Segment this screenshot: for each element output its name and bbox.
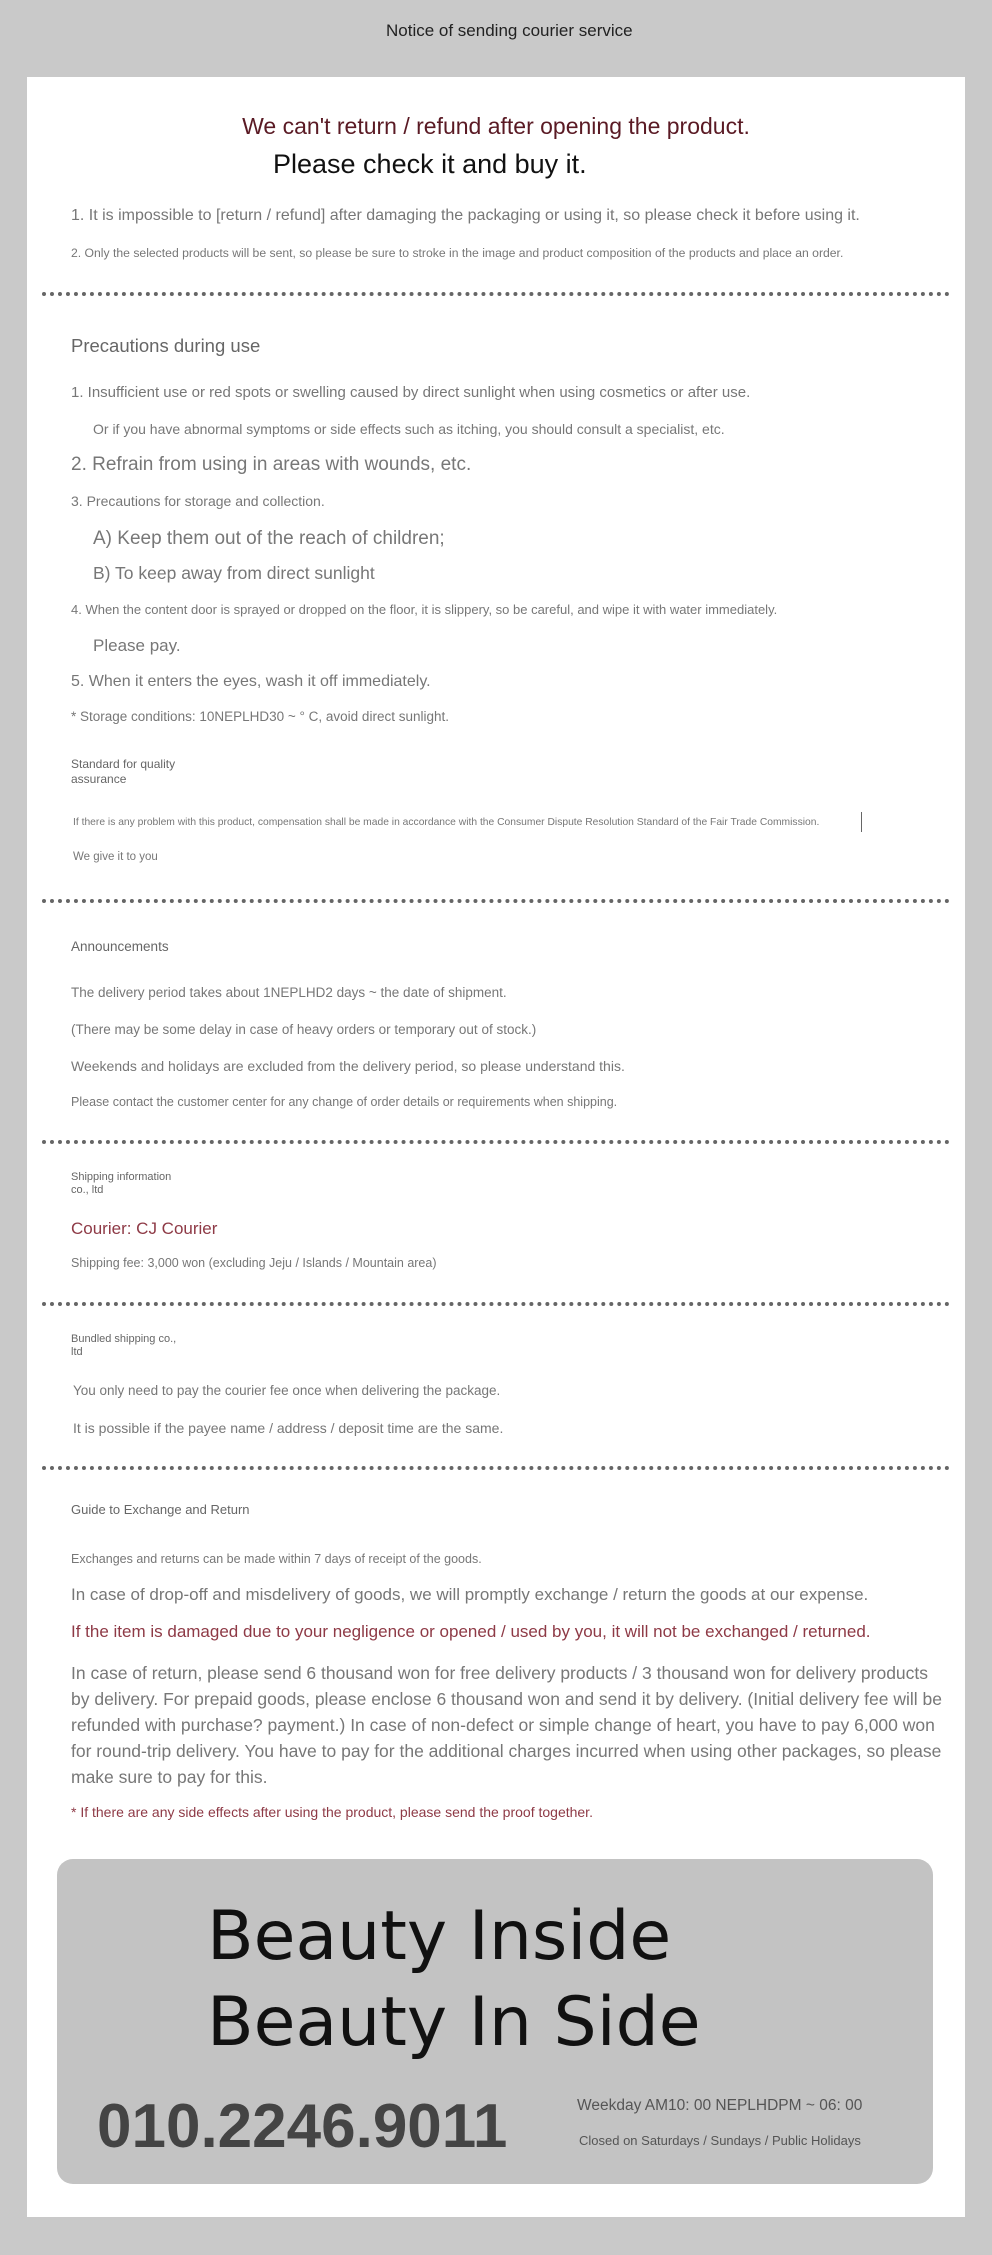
precaution-1: 1. Insufficient use or red spots or swelling caused by direct sunlight when using cosmetics or after use. [71,384,751,401]
text-cursor [861,812,862,832]
precaution-3b: B) To keep away from direct sunlight [93,563,375,583]
exchange-1: Exchanges and returns can be made within 7 days of receipt of the goods. [71,1552,482,1566]
brand-line-1: Beauty Inside [207,1897,672,1976]
precaution-2: 2. Refrain from using in areas with wounds, etc. [71,454,472,475]
intro-item-2: 2. Only the selected products will be sent, so please be sure to stroke in the image and product composition of the products and place an order. [71,246,844,260]
intro-headline: We can't return / refund after opening the product. [242,113,750,139]
exchange-2: In case of drop-off and misdelivery of goods, we will promptly exchange / return the goods at our expense. [71,1585,869,1604]
intro-item-1: 1. It is impossible to [return / refund] after damaging the packaging or using it, so please check it before using it. [71,207,860,224]
intro-subheadline: Please check it and buy it. [273,149,587,179]
precaution-1b: Or if you have abnormal symptoms or side effects such as itching, you should consult a specialist, etc. [93,421,725,437]
bundled-title: Bundled shipping co., ltd [71,1333,177,1358]
closed-days: Closed on Saturdays / Sundays / Public Holidays [579,2133,861,2148]
exchange-5: * If there are any side effects after using the product, please send the proof together. [71,1804,593,1820]
quality-text-2: We give it to you [73,851,158,863]
divider [42,292,950,296]
divider [42,899,950,903]
divider [42,1140,950,1144]
precautions-title: Precautions during use [71,335,261,356]
page-title: Notice of sending courier service [386,21,633,40]
exchange-3: If the item is damaged due to your negligence or opened / used by you, it will not be exchanged / returned. [71,1622,871,1641]
storage-conditions: * Storage conditions: 10NEPLHD30 ~ ° C, avoid direct sunlight. [71,709,449,724]
notice-card [27,77,965,2217]
contact-box [57,1859,933,2184]
precaution-3a: A) Keep them out of the reach of children; [93,528,445,549]
announcement-3: Weekends and holidays are excluded from the delivery period, so please understand this. [71,1058,625,1074]
quality-title: Standard for quality assurance [71,757,176,786]
precaution-4: 4. When the content door is sprayed or dropped on the floor, it is slippery, so be careful, and wipe it with water immediately. [71,602,778,617]
exchange-4: In case of return, please send 6 thousand won for free delivery products / 3 thousand won for delivery products by delivery. For prepaid goods, please enclose 6 thousand won and send it by delivery. (Initial delivery fee will be refunded with purchase? payment.) In case of non-defect or simple change of heart, you have to pay 6,000 won for round-trip delivery. You have to pay for the additional charges incurred when using other packages, so please make sure to pay for this. [71,1663,942,1787]
courier-name: Courier: CJ Courier [71,1219,218,1238]
business-hours: Weekday AM10: 00 NEPLHDPM ~ 06: 00 [577,2097,863,2114]
exchange-title: Guide to Exchange and Return [71,1502,250,1517]
precaution-4b: Please pay. [93,636,181,655]
divider [42,1302,950,1306]
precaution-5: 5. When it enters the eyes, wash it off immediately. [71,673,431,690]
divider [42,1466,950,1470]
shipping-title: Shipping information co., ltd [71,1171,172,1196]
quality-text: If there is any problem with this product, compensation shall be made in accordance with the Consumer Dispute Resolution Standard of the Fair Trade Commission. [73,817,820,828]
announcement-4: Please contact the customer center for any change of order details or requirements when shipping. [71,1095,618,1109]
announcements-title: Announcements [71,939,169,954]
shipping-fee: Shipping fee: 3,000 won (excluding Jeju / Islands / Mountain area) [71,1256,437,1270]
bundled-1: You only need to pay the courier fee once when delivering the package. [73,1383,501,1398]
phone-number: 010.2246.9011 [97,2092,508,2161]
announcement-1: The delivery period takes about 1NEPLHD2 days ~ the date of shipment. [71,985,507,1000]
precaution-3: 3. Precautions for storage and collection. [71,493,325,509]
bundled-2: It is possible if the payee name / address / deposit time are the same. [73,1420,504,1436]
announcement-2: (There may be some delay in case of heavy orders or temporary out of stock.) [71,1022,537,1037]
brand-line-2: Beauty In Side [207,1983,701,2062]
